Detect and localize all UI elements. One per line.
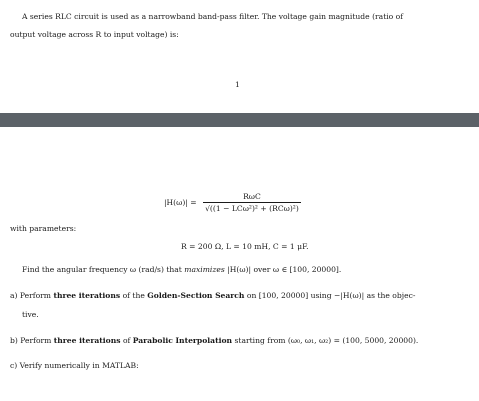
find-prefix: Find the angular frequency ω (rad/s) that <box>22 265 182 274</box>
qb-method: Parabolic Interpolation <box>132 336 233 345</box>
intro-line-1: A series RLC circuit is used as a narrowband band-pass filter. The voltage gain magnitude (ratio of <box>22 12 404 21</box>
qb-prefix: b) Perform <box>10 336 52 345</box>
qa-prefix: a) Perform <box>10 291 52 300</box>
qa-suffix: on [100, 20000] using −|H(ω)| as the objec- <box>246 291 416 300</box>
question-a <box>10 291 415 301</box>
qa-bold: three iterations <box>53 291 121 300</box>
find-emph: maximizes <box>184 265 225 274</box>
gain-formula <box>164 192 301 214</box>
formula-lhs: |H(ω)| = <box>164 198 197 207</box>
find-statement <box>22 265 341 275</box>
page-number: 1 <box>235 80 240 89</box>
page-bottom <box>0 127 479 401</box>
qb-mid: of <box>122 336 131 345</box>
qa-method: Golden-Section Search <box>147 291 245 300</box>
question-b <box>10 336 418 346</box>
find-suffix: |H(ω)| over ω ∈ [100, 20000]. <box>227 265 342 274</box>
formula-fraction <box>203 192 301 214</box>
formula-numerator: RωC <box>203 192 301 203</box>
formula-denominator: √((1 − LCω²)² + (RCω)²) <box>205 204 299 213</box>
qb-bold: three iterations <box>53 336 121 345</box>
params-values: R = 200 Ω, L = 10 mH, C = 1 μF. <box>181 242 309 251</box>
page-divider <box>0 113 479 127</box>
question-a-line-2: tive. <box>22 310 39 319</box>
qb-suffix: starting from (ω₀, ω₁, ω₂) = (100, 5000, 20000). <box>234 336 419 345</box>
qa-mid: of the <box>122 291 145 300</box>
params-label: with parameters: <box>10 224 77 233</box>
question-c: c) Verify numerically in MATLAB: <box>10 361 139 370</box>
intro-line-2: output voltage across R to input voltage) is: <box>10 30 179 39</box>
